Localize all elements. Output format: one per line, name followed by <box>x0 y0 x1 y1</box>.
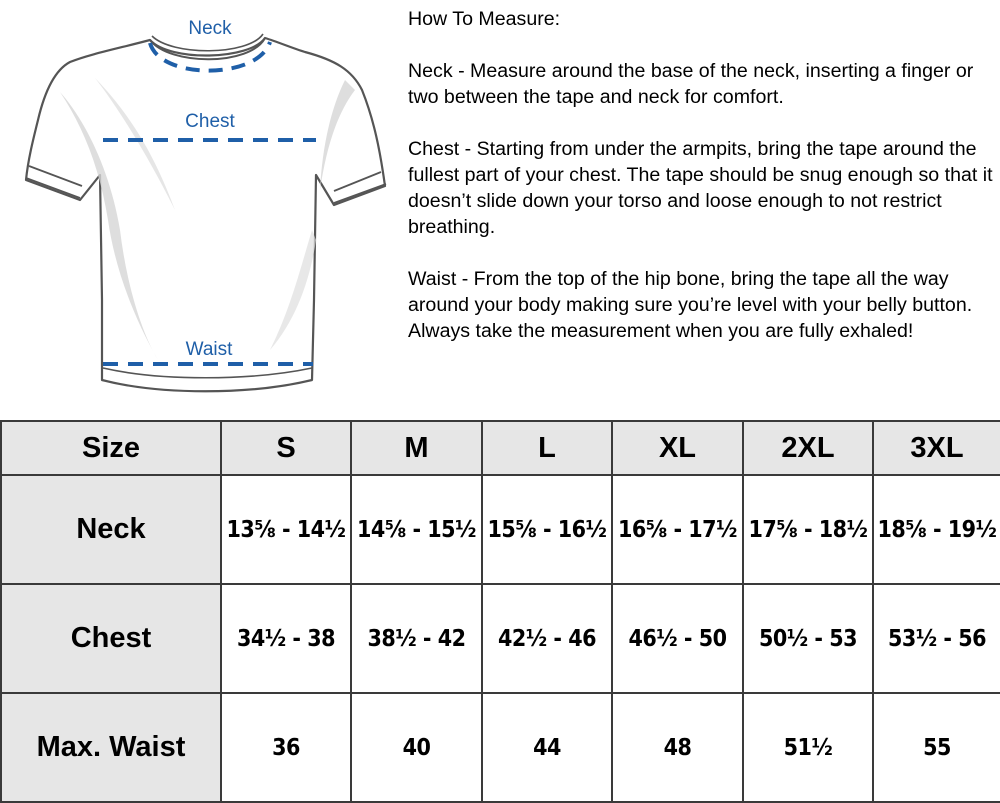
cell-waist-s: 36 <box>221 693 351 802</box>
cell-chest-2xl: 50½ - 53 <box>743 584 873 693</box>
cell-neck-2xl: 17⅝ - 18½ <box>743 475 873 584</box>
cell-chest-l: 42½ - 46 <box>482 584 612 693</box>
cell-neck-s: 13⅝ - 14½ <box>221 475 351 584</box>
cell-waist-xl: 48 <box>612 693 743 802</box>
cell-chest-m: 38½ - 42 <box>351 584 482 693</box>
header-2xl: 2XL <box>743 421 873 475</box>
measuring-instructions <box>408 6 993 344</box>
row-label-neck: Neck <box>1 475 221 584</box>
tshirt-icon <box>26 34 386 391</box>
cell-waist-l: 44 <box>482 693 612 802</box>
neck-label: Neck <box>188 18 232 39</box>
header-3xl: 3XL <box>873 421 1000 475</box>
instructions-title: How To Measure: <box>408 8 561 30</box>
header-l: L <box>482 421 612 475</box>
waist-instruction: Waist - From the top of the hip bone, bring the tape all the way around your body making sure you’re level with your belly button. Always take the measurement when you are fully exhaled! <box>408 268 973 342</box>
table-row <box>1 584 1000 693</box>
row-label-max-waist: Max. Waist <box>1 693 221 802</box>
header-size: Size <box>1 421 221 475</box>
chest-instruction: Chest - Starting from under the armpits, bring the tape around the fullest part of your chest. The tape should be snug enough so that it doesn’t slide down your torso and loose enough to not restrict breathing. <box>408 138 993 238</box>
cell-neck-l: 15⅝ - 16½ <box>482 475 612 584</box>
cell-neck-m: 14⅝ - 15½ <box>351 475 482 584</box>
waist-label: Waist <box>185 339 233 360</box>
cell-chest-xl: 46½ - 50 <box>612 584 743 693</box>
cell-neck-3xl: 18⅝ - 19½ <box>873 475 1000 584</box>
table-header-row <box>1 421 1000 475</box>
cell-waist-3xl: 55 <box>873 693 1000 802</box>
table-row <box>1 693 1000 802</box>
chest-label: Chest <box>185 111 235 132</box>
cell-chest-3xl: 53½ - 56 <box>873 584 1000 693</box>
cell-neck-xl: 16⅝ - 17½ <box>612 475 743 584</box>
row-label-chest: Chest <box>1 584 221 693</box>
header-xl: XL <box>612 421 743 475</box>
size-chart-table <box>0 420 1000 803</box>
table-row <box>1 475 1000 584</box>
tshirt-diagram <box>0 0 400 420</box>
neck-instruction: Neck - Measure around the base of the neck, inserting a finger or two between the tape and neck for comfort. <box>408 60 974 108</box>
cell-waist-m: 40 <box>351 693 482 802</box>
header-s: S <box>221 421 351 475</box>
cell-waist-2xl: 51½ <box>743 693 873 802</box>
header-m: M <box>351 421 482 475</box>
cell-chest-s: 34½ - 38 <box>221 584 351 693</box>
